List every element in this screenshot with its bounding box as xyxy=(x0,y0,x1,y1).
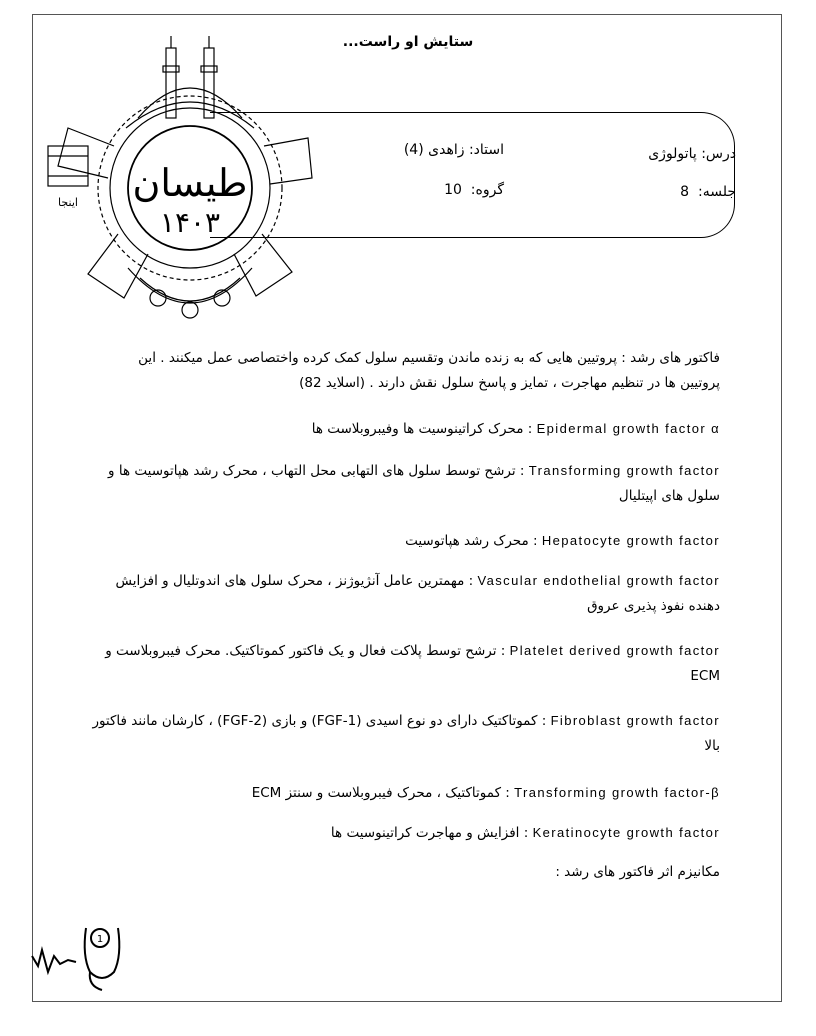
growth-factor-desc: : محرک رشد هپاتوسیت xyxy=(405,533,538,549)
group-label: گروه: xyxy=(470,182,504,198)
growth-factor-item xyxy=(90,458,720,509)
closing-line: مکانیزم اثر فاکتور های رشد : xyxy=(555,864,720,880)
growth-factor-term: Hepatocyte growth factor xyxy=(541,533,720,548)
growth-factor-term: Transforming growth factor-β xyxy=(514,785,720,800)
session-value: 8 xyxy=(680,184,690,200)
teacher-label: استاد: xyxy=(468,142,504,158)
growth-factor-item xyxy=(90,568,720,619)
emblem-title-text: طیسان xyxy=(132,161,248,205)
growth-factor-term: Transforming growth factor xyxy=(528,463,720,478)
group-field xyxy=(444,182,504,198)
intro-line-2: پروتیین ها در تنظیم مهاجرت ، تمایز و پاسخ سلول نقش دارند . (اسلاید 82) xyxy=(299,375,720,391)
course-value: پاتولوژی xyxy=(648,146,697,162)
course-label: درس: xyxy=(701,146,736,162)
session-field xyxy=(680,184,736,200)
growth-factor-item xyxy=(90,528,720,554)
growth-factor-term: Fibroblast growth factor xyxy=(550,713,720,728)
mosque-emblem-logo xyxy=(28,28,328,328)
growth-factor-item xyxy=(90,638,720,689)
growth-factor-item xyxy=(90,708,720,759)
emblem-side-text: اینجا xyxy=(58,196,78,209)
growth-factor-desc: : ترشح توسط پلاکت فعال و یک فاکتور کموتاکتیک. محرک فیبروبلاست و ECM xyxy=(105,643,720,684)
session-label: جلسه: xyxy=(697,184,736,200)
growth-factor-desc: : ترشح توسط سلول های التهابی محل التهاب ، محرک رشد هپاتوسیت ها و سلول های اپیتلیال xyxy=(108,463,720,504)
intro-paragraph xyxy=(90,346,720,396)
growth-factor-item xyxy=(90,820,720,846)
growth-factor-desc: : کموتاکتیک دارای دو نوع اسیدی (FGF-1) و بازی (FGF-2) ، کارشان مانند فاکتور بالا xyxy=(92,713,720,754)
growth-factor-term: Platelet derived growth factor xyxy=(509,643,720,658)
page-header-title: ستایش او راست... xyxy=(342,34,474,50)
stethoscope-page-number-icon xyxy=(30,916,130,996)
growth-factor-term: Vascular endothelial growth factor xyxy=(477,573,720,588)
teacher-field xyxy=(404,142,504,158)
growth-factor-term: Epidermal growth factor α xyxy=(536,421,720,436)
growth-factor-desc: : کموتاکتیک ، محرک فیبروبلاست و سنتز ECM xyxy=(251,785,510,801)
growth-factor-desc: : محرک کراتینوسیت ها وفیبروبلاست ها xyxy=(311,421,533,437)
teacher-value: زاهدی (4) xyxy=(403,142,465,158)
group-value: 10 xyxy=(444,182,462,198)
course-field xyxy=(648,146,736,162)
page-number: 1 xyxy=(96,934,104,945)
intro-line-1: فاکتور های رشد : پروتیین هایی که به زنده ماندن وتقسیم سلول کمک کرده واختصاصی عمل میکنند . این xyxy=(138,350,720,366)
growth-factor-item xyxy=(90,416,720,442)
growth-factor-item xyxy=(90,780,720,806)
growth-factor-desc: : افزایش و مهاجرت کراتینوسیت ها xyxy=(330,825,529,841)
emblem-year-text: ۱۴۰۳ xyxy=(159,206,221,239)
growth-factor-term: Keratinocyte growth factor xyxy=(532,825,720,840)
growth-factor-desc: : مهمترین عامل آنژیوژنز ، محرک سلول های اندوتلیال و افزایش دهنده نفوذ پذیری عروق xyxy=(115,573,720,614)
